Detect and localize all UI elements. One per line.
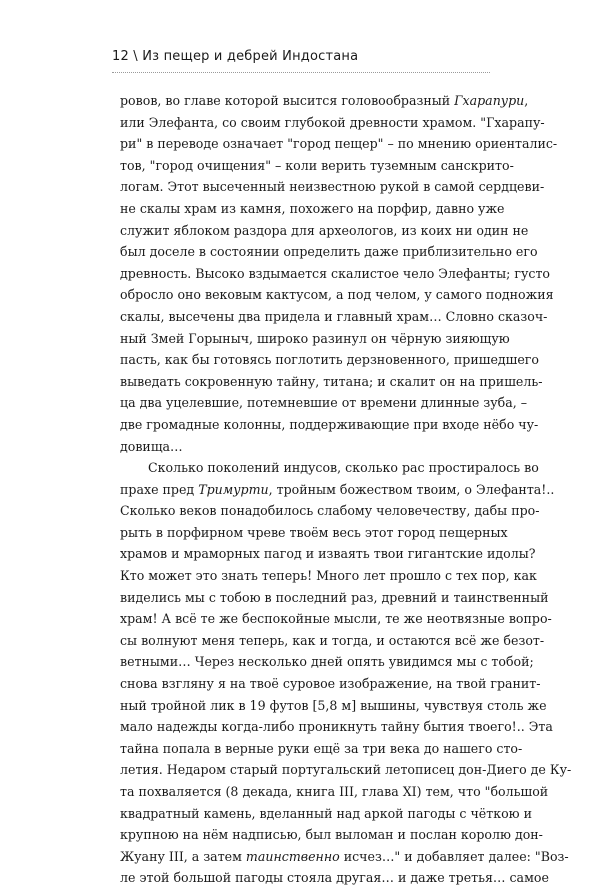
text-run: рыть в порфирном чреве твоём весь этот город пещерных xyxy=(120,524,508,540)
text-run: пасть, как бы готовясь поглотить дерзновенного, пришедшего xyxy=(120,352,539,368)
text-run: скалы, высечены два придела и главный храм… Словно сказоч- xyxy=(120,308,548,324)
text-run: Сколько веков понадобилось слабому человечеству, дабы про- xyxy=(120,503,540,519)
text-line xyxy=(120,112,545,134)
text-line xyxy=(120,738,523,760)
text-run: логам. Этот высеченный неизвестною рукой в самой сердцеви- xyxy=(120,179,545,195)
page-number: 12 xyxy=(112,49,129,64)
text-line xyxy=(120,176,545,198)
text-line xyxy=(120,328,510,350)
text-line xyxy=(120,630,545,652)
text-line xyxy=(120,371,543,393)
text-line xyxy=(120,479,555,501)
text-line xyxy=(120,284,554,306)
text-run: храмов и мраморных пагод и изваять твои гигантские идолы? xyxy=(120,546,536,562)
text-line xyxy=(120,241,538,263)
text-run: ровов, во главе которой высится головообразный xyxy=(120,93,455,108)
text-run: или Элефанта, со своим глубокой древности храмом. "Гхарапу- xyxy=(120,114,545,130)
text-run: летия. Недаром старый португальский летописец дон-Диего де Ку- xyxy=(120,762,572,778)
text-run: был доселе в состоянии определить даже приблизительно его xyxy=(120,244,538,260)
text-run: квадратный камень, вделанный над аркой пагоды с чёткою и xyxy=(120,805,533,821)
text-run: Жуану III, а затем xyxy=(120,848,246,864)
text-line xyxy=(120,608,552,630)
text-run: ный Змей Горыныч, широко разинул он чёрную зияющую xyxy=(120,330,510,346)
book-title: Из пещер и дебрей Индостана xyxy=(142,49,359,64)
text-run: ный тройной лик в 19 футов [5,8 м] вышины, чувствуя столь же xyxy=(120,697,547,713)
running-header xyxy=(112,49,358,64)
text-line xyxy=(120,673,541,695)
text-line xyxy=(120,824,543,846)
text-run: , тройным божеством твоим, о Элефанта!.. xyxy=(268,481,555,497)
text-line xyxy=(120,306,548,328)
text-line xyxy=(120,133,558,155)
text-line xyxy=(120,220,529,242)
text-run: не скалы храм из камня, похожего на порфир, давно уже xyxy=(120,200,505,216)
text-line xyxy=(120,651,534,673)
paragraph xyxy=(120,90,558,457)
italic-term: Гхарапури xyxy=(454,93,525,108)
text-run: древность. Высоко вздымается скалистое чело Элефанты; густо xyxy=(120,265,550,281)
text-line xyxy=(120,198,505,220)
text-run: та похваляется (8 декада, книга III, глава XI) тем, что "большой xyxy=(120,784,549,799)
text-run: ле этой большой пагоды стояла другая… и даже третья… самое xyxy=(120,870,549,886)
text-run: прахе пред xyxy=(120,481,199,497)
text-line xyxy=(120,155,514,177)
header-separator: \ xyxy=(133,49,138,64)
text-run: храм! А всё те же беспокойные мысли, те же неотвязные вопро- xyxy=(120,611,552,627)
text-run: ветными… Через несколько дней опять увидимся мы с тобой; xyxy=(120,654,534,670)
text-line xyxy=(120,263,550,285)
text-run: тов, "город очищения" – коли верить туземным санскрито- xyxy=(120,157,514,173)
text-run: Кто может это знать теперь! Много лет прошло с тех пор, как xyxy=(120,568,537,584)
text-line xyxy=(120,349,539,371)
text-run: сы волнуют меня теперь, как и тогда, и остаются всё же безот- xyxy=(120,632,545,648)
text-run: Сколько поколений индусов, сколько рас простиралось во xyxy=(148,460,539,476)
text-line xyxy=(120,457,539,479)
text-run: исчез…" и добавляет далее: "Воз- xyxy=(339,848,569,864)
header-divider xyxy=(112,72,490,73)
text-line xyxy=(120,803,533,825)
text-run: , xyxy=(524,93,529,108)
text-run: две громадные колонны, поддерживающие при входе нёбо чу- xyxy=(120,416,539,432)
text-line xyxy=(120,587,549,609)
text-run: выведать сокровенную тайну, титана; и скалит он на пришель- xyxy=(120,373,543,389)
text-line xyxy=(120,436,490,458)
text-line xyxy=(120,781,549,803)
text-run: ри" в переводе означает "город пещер" – по мнению ориенталис- xyxy=(120,136,558,152)
italic-term: таинственно xyxy=(245,848,340,864)
text-line xyxy=(120,414,539,436)
text-line xyxy=(120,867,549,889)
text-run: крупною на нём надписью, был выломан и послан королю дон- xyxy=(120,827,543,843)
paragraph xyxy=(120,457,572,889)
text-run: служит яблоком раздора для археологов, из коих ни один не xyxy=(120,222,529,238)
text-run: обросло оно вековым кактусом, а под челом, у самого подножия xyxy=(120,287,554,303)
text-line xyxy=(120,716,553,738)
text-line xyxy=(120,543,536,565)
text-line xyxy=(120,500,540,522)
text-line xyxy=(120,846,569,868)
text-line xyxy=(120,392,528,414)
text-line xyxy=(120,695,547,717)
text-run: мало надежды когда-либо проникнуть тайну бытия твоего!.. Эта xyxy=(120,719,553,735)
text-run: ца два уцелевшие, потемневшие от времени длинные зуба, – xyxy=(120,395,528,411)
body-text xyxy=(120,90,572,889)
text-line xyxy=(120,565,537,587)
text-line xyxy=(120,522,508,544)
text-run: виделись мы с тобою в последний раз, древний и таинственный xyxy=(120,589,549,605)
text-run: довища… xyxy=(120,438,183,454)
text-run: снова взгляну я на твоё суровое изображение, на твой гранит- xyxy=(120,676,541,692)
italic-term: Тримурти xyxy=(198,481,269,497)
text-run: тайна попала в верные руки ещё за три века до нашего сто- xyxy=(120,740,523,756)
text-line xyxy=(120,759,572,781)
text-line xyxy=(120,90,529,112)
